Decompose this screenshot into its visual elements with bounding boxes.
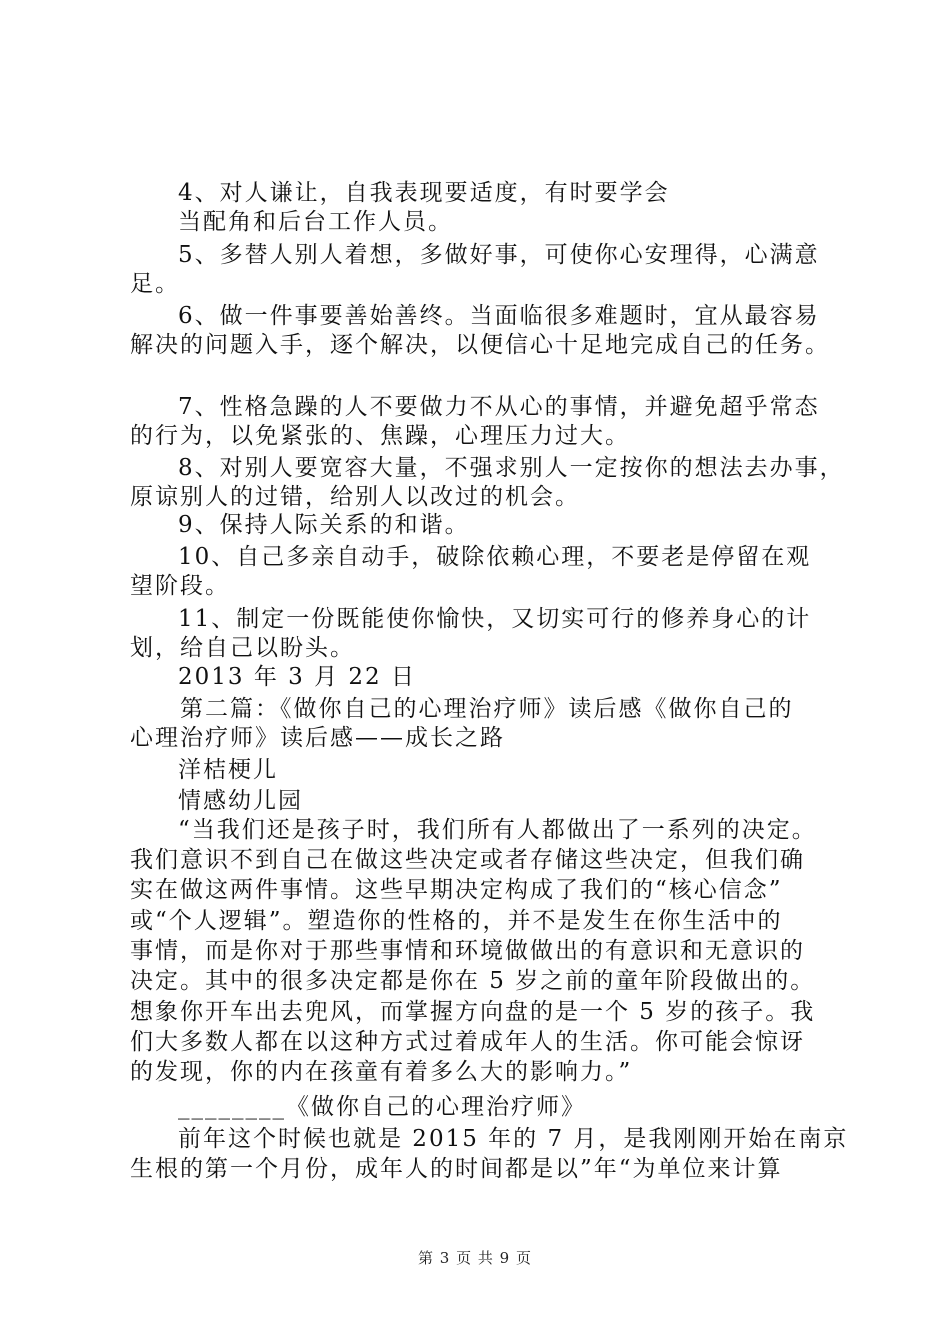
quote-line: 决定。其中的很多决定都是你在 5 岁之前的童年阶段做出的。 <box>130 968 816 994</box>
section-title: 第二篇：《做你自己的心理治疗师》读后感《做你自己的 <box>180 696 794 722</box>
author-source: 情感幼儿园 <box>178 788 303 814</box>
quote-line: 我们意识不到自己在做这些决定或者存储这些决定，但我们确 <box>130 847 805 873</box>
text-line: 9、保持人际关系的和谐。 <box>178 512 470 538</box>
text-line: 10、自己多亲自动手，破除依赖心理，不要老是停留在观 <box>178 544 812 570</box>
text-line: 11、制定一份既能使你愉快，又切实可行的修养身心的计 <box>178 606 812 632</box>
text-line: 8、对别人要宽容大量，不强求别人一定按你的想法去办事， <box>178 455 845 481</box>
text-line: 5、多替人别人着想，多做好事，可使你心安理得，心满意 <box>178 242 820 268</box>
quote-line: 事情，而是你对于那些事情和环境做做出的有意识和无意识的 <box>130 938 805 964</box>
text-line: 的行为，以免紧张的、焦躁，心理压力过大。 <box>130 423 630 449</box>
text-line: 4、对人谦让，自我表现要适度，有时要学会 <box>178 180 670 206</box>
quote-line: 或“个人逻辑”。塑造你的性格的，并不是发生在你生活中的 <box>130 908 783 934</box>
quote-line: 们大多数人都在以这种方式过着成年人的生活。你可能会惊讶 <box>130 1029 805 1055</box>
author-name: 洋桔梗儿 <box>178 757 278 783</box>
text-line: 望阶段。 <box>130 573 230 599</box>
text-line: 划，给自己以盼头。 <box>130 635 355 661</box>
text-line: 生根的第一个月份，成年人的时间都是以”年“为单位来计算 <box>130 1156 783 1182</box>
quote-line: 想象你开车出去兜风，而掌握方向盘的是一个 5 岁的孩子。我 <box>130 999 816 1025</box>
section-title-cont: 心理治疗师》读后感——成长之路 <box>130 725 505 751</box>
text-line: 足。 <box>130 271 180 297</box>
text-line: 6、做一件事要善始善终。当面临很多难题时，宜从最容易 <box>178 303 820 329</box>
text-line: 原谅别人的过错，给别人以改过的机会。 <box>130 484 580 510</box>
text-line: 前年这个时候也就是 2015 年的 7 月，是我刚刚开始在南京 <box>178 1126 849 1152</box>
quote-line: 实在做这两件事情。这些早期决定构成了我们的“核心信念” <box>130 877 783 903</box>
date-line: 2013 年 3 月 22 日 <box>178 664 416 690</box>
quote-attribution: ________《做你自己的心理治疗师》 <box>178 1094 586 1120</box>
text-line: 解决的问题入手，逐个解决，以便信心十足地完成自己的任务。 <box>130 332 830 358</box>
text-line: 7、性格急躁的人不要做力不从心的事情，并避免超乎常态 <box>178 394 820 420</box>
quote-line: “当我们还是孩子时，我们所有人都做出了一系列的决定。 <box>178 817 817 843</box>
quote-line: 的发现，你的内在孩童有着多么大的影响力。” <box>130 1059 633 1085</box>
text-line: 当配角和后台工作人员。 <box>178 209 453 235</box>
page-number-footer: 第 3 页 共 9 页 <box>418 1249 532 1267</box>
